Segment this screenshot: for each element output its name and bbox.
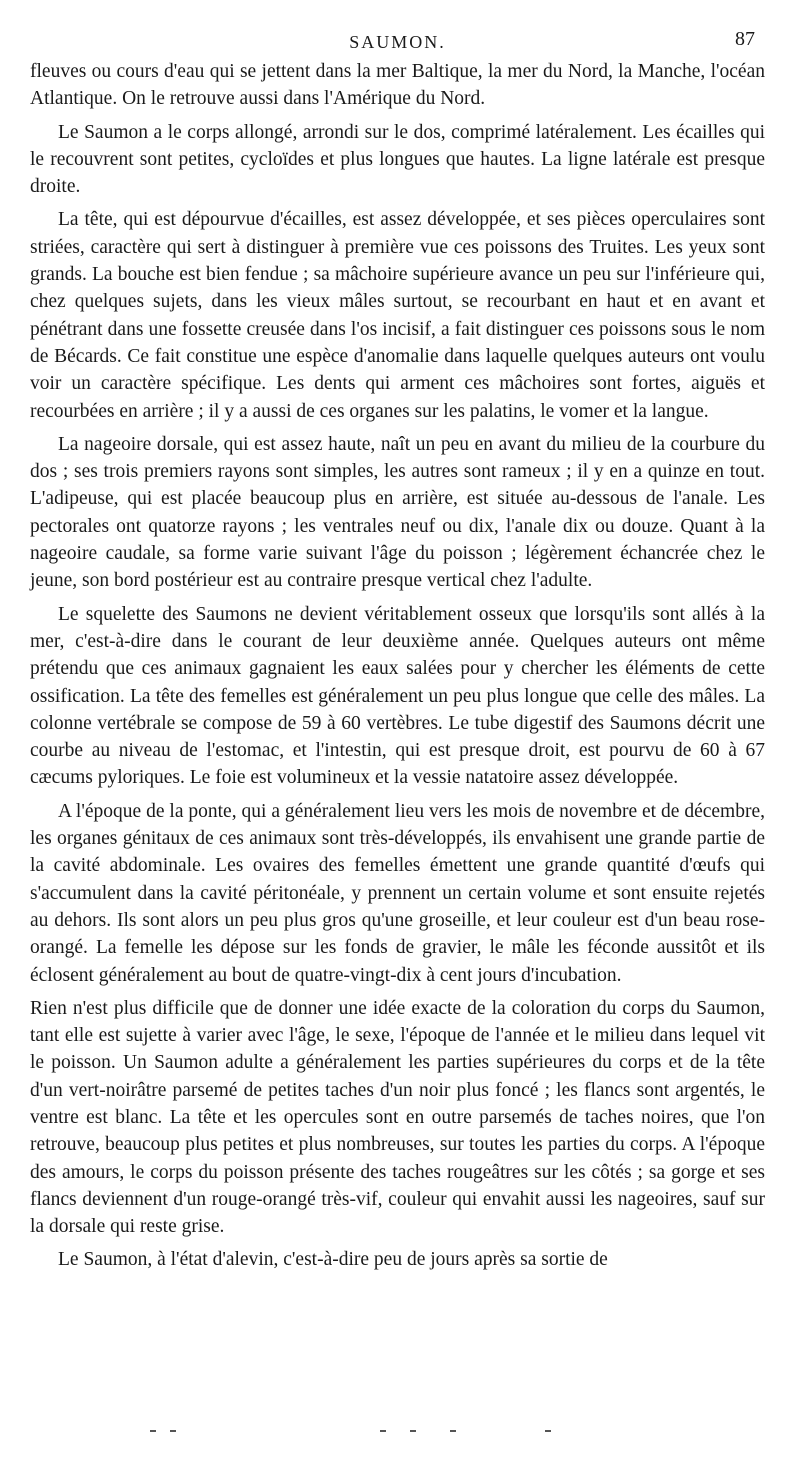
running-title: SAUMON. (349, 32, 446, 52)
paragraph: Rien n'est plus difficile que de donner une idée exacte de la coloration du corps du Saumon, tant elle est sujette à varier avec l'âge, le sexe, l'époque de l'année et le milieu dans lequel vit le poisson. Un Saumon adulte a généralement les parties supérieures du corps et de la tête d'un vert-noirâtre parsemé de petites taches d'un noir plus foncé ; les flancs sont argentés, le ventre est blanc. La tête et les opercules sont en outre parsemés de taches noires, que l'on retrouve, beaucoup plus petites et plus nombreuses, sur toutes les parties du corps. A l'époque des amours, le corps du poisson présente des taches rougeâtres sur les côtés ; sa gorge et ses flancs deviennent d'un rouge-orangé très-vif, couleur qui envahit aussi les nageoires, sauf sur la dorsale qui reste grise. (30, 997, 765, 1238)
print-mark (450, 1430, 456, 1432)
paragraph: Le Saumon, à l'état d'alevin, c'est-à-dire peu de jours après sa sortie de (58, 1249, 608, 1271)
print-mark (410, 1430, 416, 1432)
print-mark (150, 1430, 156, 1432)
paragraph: A l'époque de la ponte, qui a généralement lieu vers les mois de novembre et de décembre, les organes génitaux de ces animaux sont très-développés, ils envahisent une grande partie de la cavité abdominale. Les ovaires des femelles émettent une grande quantité d'œufs qui s'accumulent dans la cavité péritonéale, y prennent un certain volume et sont ensuite rejetés au dehors. Ils sont alors un peu plus gros qu'une groseille, et leur couleur est d'un beau rose-orangé. La femelle les dépose sur les fonds de gravier, le mâle les féconde aussitôt et ils éclosent généralement au bout de quatre-vingt-dix à cent jours d'incubation. (30, 800, 765, 986)
book-page (30, 22, 765, 1274)
paragraph: fleuves ou cours d'eau qui se jettent dans la mer Baltique, la mer du Nord, la Manche, l'océan Atlantique. On le retrouve aussi dans l'Amérique du Nord. (30, 61, 765, 110)
paragraph: Le Saumon a le corps allongé, arrondi sur le dos, comprimé latéralement. Les écailles qui le recouvrent sont petites, cycloïdes et plus longues que hautes. La ligne latérale est presque droite. (30, 121, 765, 198)
page-number: 87 (735, 28, 755, 50)
paragraph: La tête, qui est dépourvue d'écailles, est assez développée, et ses pièces operculaires sont striées, caractère qui sert à distinguer à première vue ces poissons des Truites. Les yeux sont grands. La bouche est bien fendue ; sa mâchoire supérieure avance un peu sur l'inférieure qui, chez quelques sujets, dans les vieux mâles surtout, se recourbant en haut et en avant et pénétrant dans une fossette creusée dans l'os incisif, a fait distinguer ces poissons sous le nom de Bécards. Ce fait constitue une espèce d'anomalie dans laquelle quelques auteurs ont voulu voir un caractère spécifique. Les dents qui arment ces mâchoires sont fortes, aiguës et recourbées en arrière ; il y a aussi de ces organes sur les palatins, le vomer et la langue. (30, 209, 765, 422)
body-text (30, 58, 765, 1274)
paragraph: La nageoire dorsale, qui est assez haute, naît un peu en avant du milieu de la courbure du dos ; ses trois premiers rayons sont simples, les autres sont rameux ; il y en a quinze en tout. L'adipeuse, qui est placée beaucoup plus en arrière, est située au-dessous de l'anale. Les pectorales ont quatorze rayons ; les ventrales neuf ou dix, l'anale dix ou douze. Quant à la nageoire caudale, sa forme varie suivant l'âge du poisson ; légèrement échancrée chez le jeune, son bord postérieur est au contraire presque vertical chez l'adulte. (30, 433, 765, 592)
print-mark (170, 1430, 176, 1432)
page-header (30, 22, 765, 58)
print-mark (380, 1430, 386, 1432)
paragraph: Le squelette des Saumons ne devient véritablement osseux que lorsqu'ils sont allés à la mer, c'est-à-dire dans le courant de leur deuxième année. Quelques auteurs ont même prétendu que ces animaux gagnaient les eaux salées pour y chercher les éléments de cette ossification. La tête des femelles est généralement un peu plus longue que celle des mâles. La colonne vertébrale se compose de 59 à 60 vertèbres. Le tube digestif des Saumons décrit une courbe au niveau de l'estomac, et l'intestin, qui est presque droit, est pourvu de 60 à 67 cæcums pyloriques. Le foie est volumineux et la vessie natatoire assez développée. (30, 603, 765, 789)
print-marks (150, 1430, 570, 1436)
print-mark (545, 1430, 551, 1432)
